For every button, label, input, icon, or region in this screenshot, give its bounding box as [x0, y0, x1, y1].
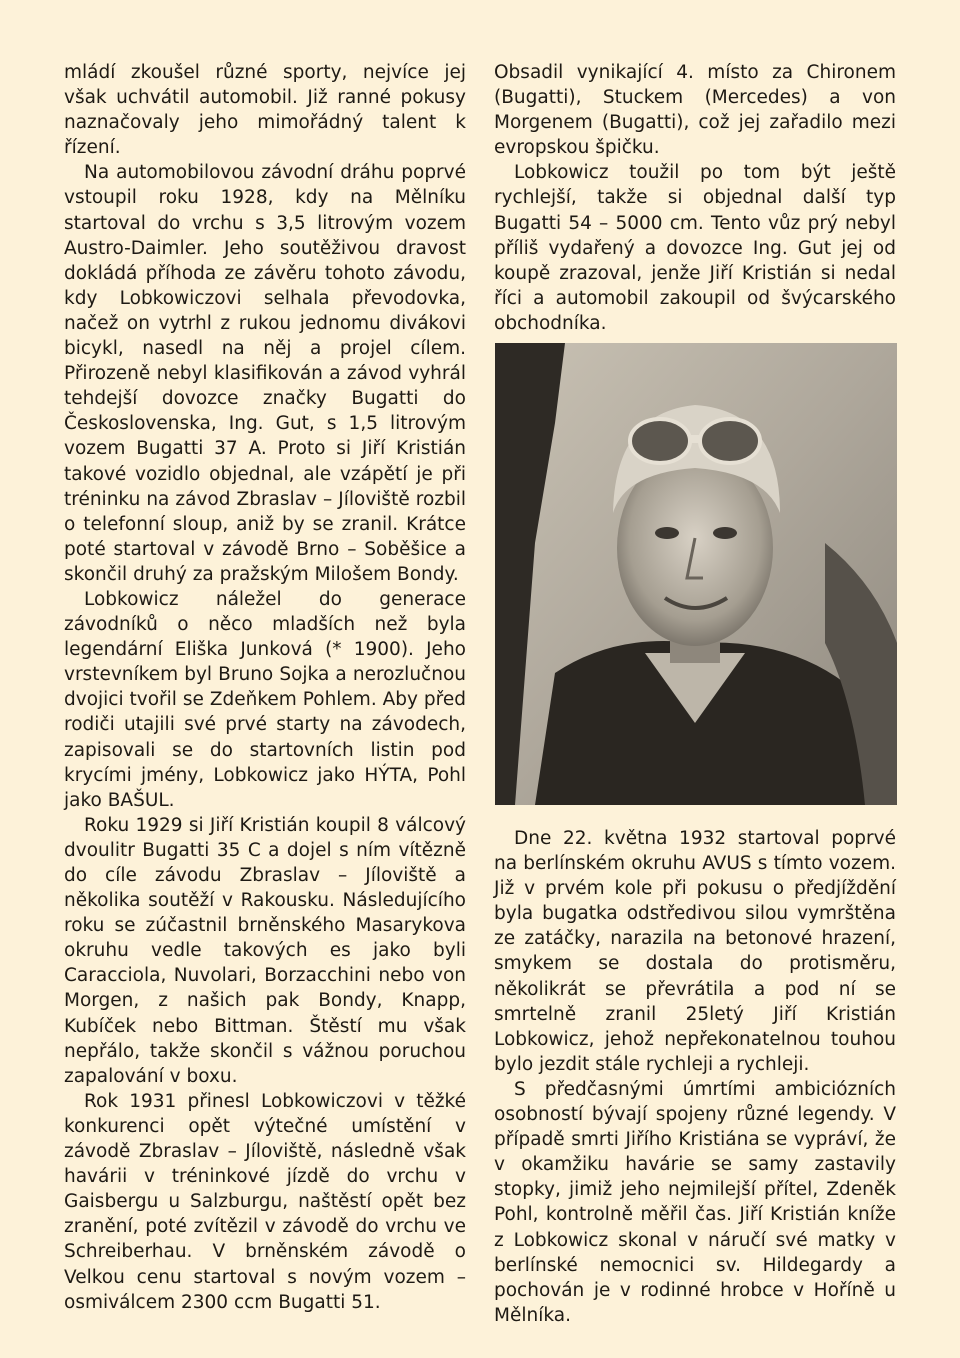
paragraph: S předčasnými úmrtími ambiciózních osobností bývají spojeny různé legendy. V případě smrti Jiřího Kristiána se vypráví, že v okamžiku havárie se samy zastavily stopky, jimiž jeho nejmilejší přítel, Zdeněk Pohl, kontrolně měřil čas. Jiří Kristián kníže z Lobkowicz skonal v náručí své matky v berlínské nemocnici sv. Hildegardy a pochován je v rodinné hrobce v Hoříně u Mělníka.	[494, 1078, 896, 1326]
paragraph: Roku 1929 si Jiří Kristián koupil 8 válcový dvoulitr Bugatti 35 C a dojel s ním vítězně do cíle závodu Zbraslav – Jíloviště a několika soutěží v Rakousku. Následujícího roku se zúčastnil brněnského Masarykova okruhu vedle takových es jako byli Caracciola, Nuvolari, Borzacchini nebo von Morgen, z našich pak Bondy, Knapp, Kubíček nebo Bittman. Štěstí mu však nepřálo, takže skončil s vážnou poruchou zapalování v boxu.	[64, 814, 466, 1087]
paragraph: Obsadil vynikající 4. místo za Chironem (Bugatti), Stuckem (Mercedes) a von Morgenem (Bugatti), což jej zařadilo mezi evropskou špičku.	[494, 62, 896, 159]
right-column-bottom	[494, 826, 896, 1328]
paragraph: Lobkowicz toužil po tom být ještě rychlejší, takže si objednal další typ Bugatti 54 – 5000 cm. Tento vůz prý nebyl příliš vydařený a dovozce Ing. Gut jej od koupě zrazoval, jenže Jiří Kristián si nedal říci a automobil zakoupil od švýcarského obchodníka.	[494, 162, 896, 334]
paragraph: Lobkowicz náležel do generace závodníků o něco mladších než byla legendární Eliška Junková (* 1900). Jeho vrstevníkem byl Bruno Sojka a nerozlučnou dvojici tvořil se Zdeňkem Pohlem. Aby před rodiči utajili své prvé starty na závodech, zapisovali se do startovních listin pod krycími jmény, Lobkowicz jako HÝTA, Pohl jako BAŠUL.	[64, 588, 466, 811]
left-column	[64, 60, 466, 1315]
paragraph: mládí zkoušel různé sporty, nejvíce jej však uchvátil automobil. Již ranné pokusy naznačovaly jeho mimořádný talent k řízení.	[64, 62, 466, 159]
paragraph: Rok 1931 přinesl Lobkowiczovi v těžké konkurenci opět výtečné umístění v závodě Zbraslav – Jíloviště, následně však havárii v tréninkové jízdě do vrchu v Gaisbergu u Salzburgu, naštěstí opět bez zranění, poté zvítězil v závodě do vrchu ve Schreiberhau. V brněnském závodě o Velkou cenu startoval s novým vozem – osmiválcem 2300 ccm Bugatti 51.	[64, 1090, 466, 1313]
paragraph: Na automobilovou závodní dráhu poprvé vstoupil roku 1928, kdy na Mělníku startoval do vrchu s 3,5 litrovým vozem Austro-Daimler. Jeho soutěživou dravost dokládá příhoda ze závěru tohoto závodu, kdy Lobkowiczovi selhala převodovka, načež on vytrhl z rukou jednomu divákovi bicykl, nasedl na něj a projel cílem. Přirozeně nebyl klasifikován a závod vyhrál tehdejší dovozce značky Bugatti do Československa, Ing. Gut, s 1,5 litrovým vozem Bugatti 37 A. Proto si Jiří Kristián takové vozidlo objednal, ale vzápětí je při tréninku na závod Zbraslav – Jíloviště rozbil o telefonní sloup, aniž by se zranil. Krátce poté startoval v závodě Brno – Soběšice a skončil druhý za pražským Milošem Bondy.	[64, 162, 466, 585]
right-column-top	[494, 60, 896, 336]
portrait-photo	[495, 343, 897, 805]
paragraph: Dne 22. května 1932 startoval poprvé na berlínském okruhu AVUS s tímto vozem. Již v prvém kole při pokusu o předjíždění byla bugatka odstředivou silou vymrštěna ze zatáčky, narazila na betonové hrazení, smykem se dostala do protisměru, několikrát se převrátila a pod ní se smrtelně zranil 25letý Jiří Kristián Lobkowicz, jehož nepřekonatelnou touhou bylo jezdit stále rychleji a rychleji.	[494, 828, 896, 1075]
portrait-photo-icon	[495, 343, 897, 805]
